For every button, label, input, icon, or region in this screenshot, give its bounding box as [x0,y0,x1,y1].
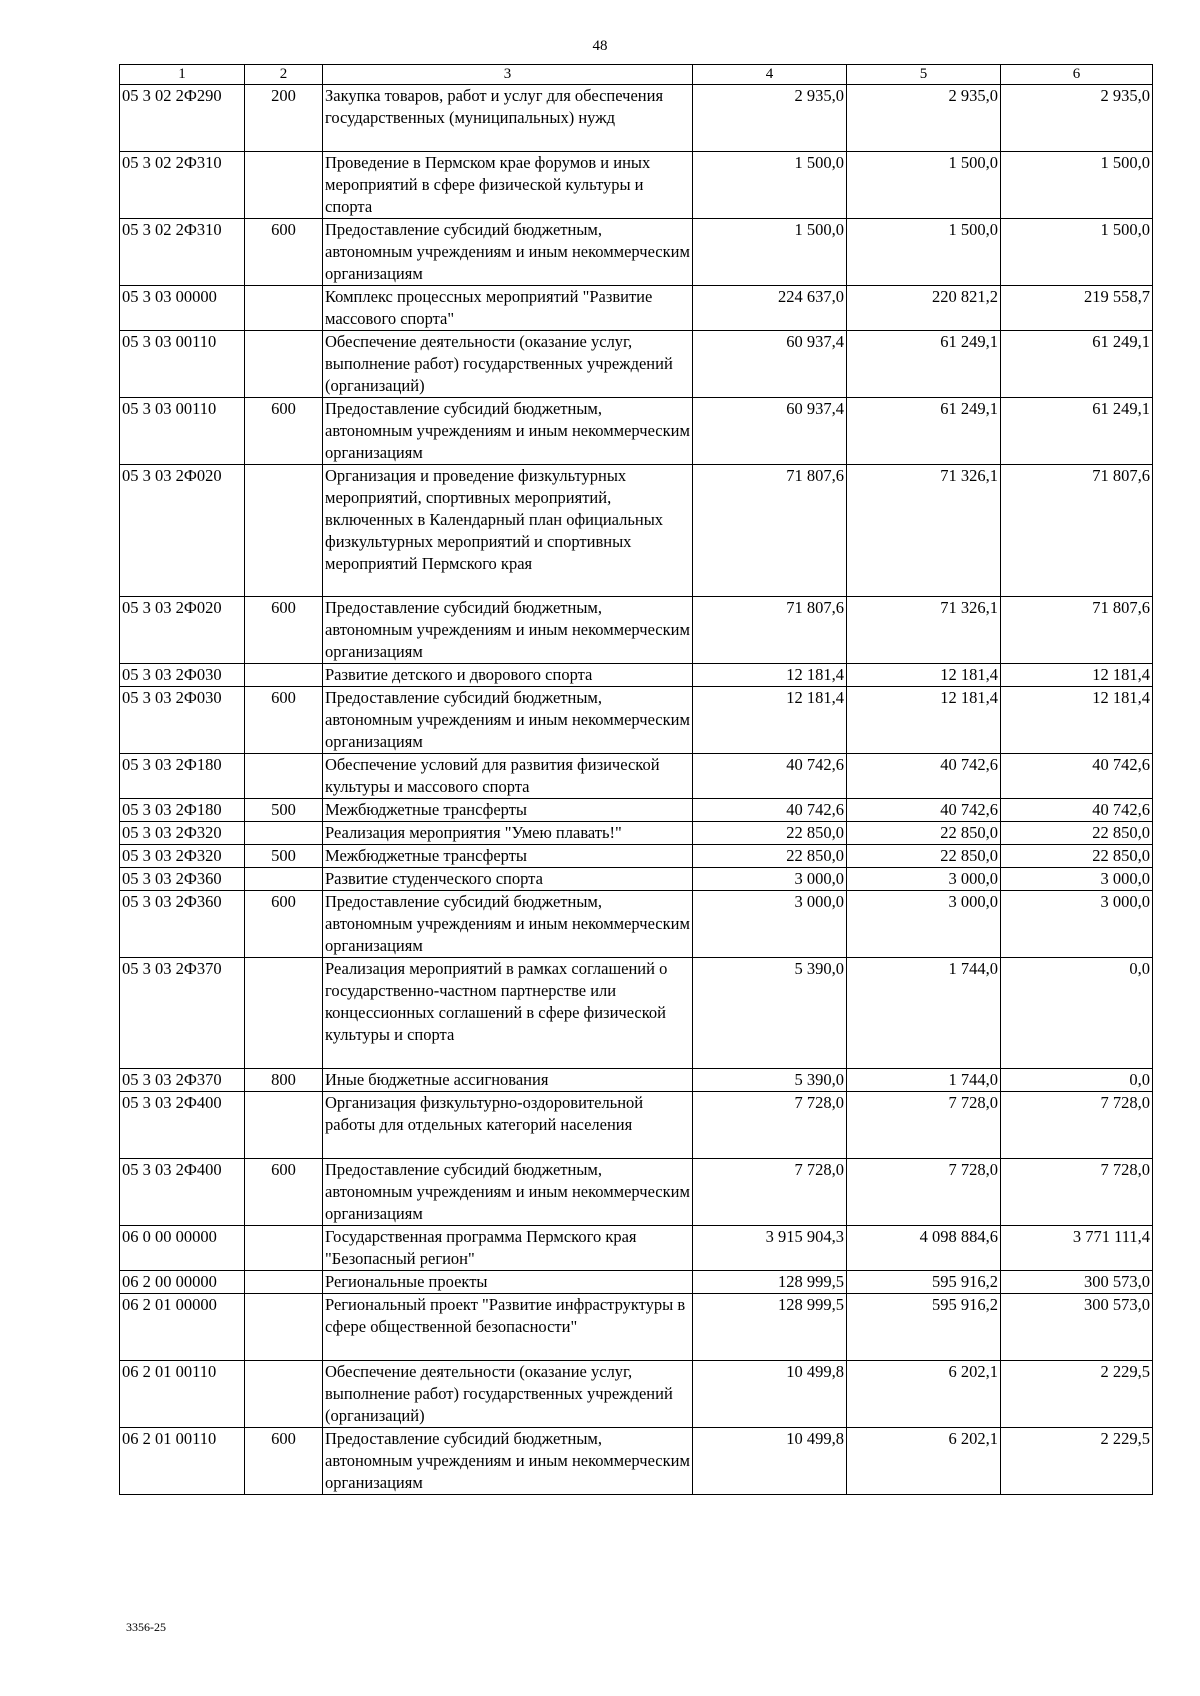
page-number: 48 [592,38,608,54]
row-value-6: 40 742,6 [1001,754,1153,799]
row-value-6: 3 771 111,4 [1001,1226,1153,1271]
row-value-6: 22 850,0 [1001,822,1153,845]
table-row [120,85,1153,152]
row-name: Обеспечение деятельности (оказание услуг, выполнение работ) государственных учреждений (организаций) [323,331,693,398]
row-name: Предоставление субсидий бюджетным, автономным учреждениям и иным некоммерческим организациям [323,398,693,465]
header-cell-4: 4 [693,65,847,85]
row-name: Развитие студенческого спорта [323,868,693,891]
header-cell-6: 6 [1001,65,1153,85]
row-value-6: 3 000,0 [1001,891,1153,958]
row-value-5: 3 000,0 [847,868,1001,891]
table-row [120,331,1153,398]
row-code: 05 3 03 2Ф370 [120,958,245,1069]
row-value-5: 22 850,0 [847,845,1001,868]
table-row [120,1271,1153,1294]
row-code: 05 3 03 2Ф360 [120,891,245,958]
row-value-6: 219 558,7 [1001,286,1153,331]
table-row [120,152,1153,219]
row-value-4: 128 999,5 [693,1271,847,1294]
row-expense-type [245,664,323,687]
row-code: 05 3 03 00000 [120,286,245,331]
row-value-5: 61 249,1 [847,331,1001,398]
row-value-5: 6 202,1 [847,1361,1001,1428]
row-value-6: 0,0 [1001,958,1153,1069]
row-name: Реализация мероприятий в рамках соглашений о государственно-частном партнерстве или концессионных соглашений в сфере физической культуры и спорта [323,958,693,1069]
row-value-6: 7 728,0 [1001,1092,1153,1159]
row-value-5: 40 742,6 [847,799,1001,822]
table-row [120,1092,1153,1159]
table-row [120,687,1153,754]
row-value-6: 0,0 [1001,1069,1153,1092]
row-name: Закупка товаров, работ и услуг для обеспечения государственных (муниципальных) нужд [323,85,693,152]
row-expense-type: 600 [245,398,323,465]
row-value-5: 4 098 884,6 [847,1226,1001,1271]
row-value-6: 22 850,0 [1001,845,1153,868]
row-expense-type [245,754,323,799]
table-row [120,754,1153,799]
row-code: 06 2 00 00000 [120,1271,245,1294]
table-row [120,465,1153,597]
row-name: Иные бюджетные ассигнования [323,1069,693,1092]
row-name: Региональные проекты [323,1271,693,1294]
row-name: Предоставление субсидий бюджетным, автономным учреждениям и иным некоммерческим организациям [323,891,693,958]
row-expense-type [245,1226,323,1271]
row-value-4: 5 390,0 [693,1069,847,1092]
row-value-4: 1 500,0 [693,219,847,286]
row-value-6: 300 573,0 [1001,1294,1153,1361]
row-value-6: 61 249,1 [1001,331,1153,398]
row-code: 06 2 01 00110 [120,1428,245,1495]
row-value-6: 2 229,5 [1001,1361,1153,1428]
row-expense-type: 500 [245,845,323,868]
row-expense-type [245,465,323,597]
row-expense-type: 500 [245,799,323,822]
row-value-4: 10 499,8 [693,1361,847,1428]
row-value-5: 595 916,2 [847,1271,1001,1294]
row-value-6: 2 229,5 [1001,1428,1153,1495]
row-value-4: 3 000,0 [693,891,847,958]
row-value-5: 1 744,0 [847,958,1001,1069]
row-name: Проведение в Пермском крае форумов и иных мероприятий в сфере физической культуры и спорта [323,152,693,219]
row-value-4: 60 937,4 [693,398,847,465]
row-value-4: 10 499,8 [693,1428,847,1495]
row-name: Региональный проект "Развитие инфраструктуры в сфере общественной безопасности" [323,1294,693,1361]
row-name: Предоставление субсидий бюджетным, автономным учреждениям и иным некоммерческим организациям [323,219,693,286]
table-row [120,1159,1153,1226]
row-value-5: 6 202,1 [847,1428,1001,1495]
row-value-4: 12 181,4 [693,664,847,687]
row-expense-type: 600 [245,1159,323,1226]
header-cell-1: 1 [120,65,245,85]
row-name: Межбюджетные трансферты [323,799,693,822]
row-code: 05 3 03 00110 [120,331,245,398]
row-name: Реализация мероприятия "Умею плавать!" [323,822,693,845]
table-row [120,286,1153,331]
row-name: Обеспечение условий для развития физической культуры и массового спорта [323,754,693,799]
row-name: Организация физкультурно-оздоровительной работы для отдельных категорий населения [323,1092,693,1159]
row-value-4: 71 807,6 [693,465,847,597]
row-code: 05 3 03 2Ф370 [120,1069,245,1092]
row-code: 05 3 03 2Ф180 [120,754,245,799]
row-value-5: 61 249,1 [847,398,1001,465]
row-expense-type [245,1092,323,1159]
table-row [120,1428,1153,1495]
row-value-5: 71 326,1 [847,465,1001,597]
row-value-5: 22 850,0 [847,822,1001,845]
header-cell-5: 5 [847,65,1001,85]
row-expense-type [245,152,323,219]
row-name: Предоставление субсидий бюджетным, автономным учреждениям и иным некоммерческим организациям [323,1159,693,1226]
header-row [120,65,1153,85]
row-value-6: 1 500,0 [1001,219,1153,286]
row-expense-type [245,1294,323,1361]
row-value-4: 128 999,5 [693,1294,847,1361]
row-value-6: 71 807,6 [1001,597,1153,664]
table-row [120,398,1153,465]
row-value-5: 40 742,6 [847,754,1001,799]
header-cell-2: 2 [245,65,323,85]
row-code: 05 3 03 2Ф400 [120,1092,245,1159]
row-expense-type: 600 [245,219,323,286]
row-expense-type [245,1271,323,1294]
row-value-5: 595 916,2 [847,1294,1001,1361]
row-expense-type: 600 [245,597,323,664]
row-value-4: 224 637,0 [693,286,847,331]
row-value-6: 2 935,0 [1001,85,1153,152]
row-value-5: 12 181,4 [847,687,1001,754]
table-row [120,1069,1153,1092]
table-row [120,219,1153,286]
row-value-4: 22 850,0 [693,822,847,845]
footer-code: 3356-25 [126,1620,166,1634]
row-code: 05 3 03 2Ф360 [120,868,245,891]
row-expense-type [245,1361,323,1428]
row-value-5: 71 326,1 [847,597,1001,664]
row-code: 06 0 00 00000 [120,1226,245,1271]
row-value-4: 12 181,4 [693,687,847,754]
row-expense-type: 800 [245,1069,323,1092]
row-value-5: 1 500,0 [847,152,1001,219]
row-value-4: 40 742,6 [693,799,847,822]
row-expense-type: 600 [245,1428,323,1495]
table-row [120,822,1153,845]
table-row [120,597,1153,664]
row-value-4: 22 850,0 [693,845,847,868]
row-name: Государственная программа Пермского края "Безопасный регион" [323,1226,693,1271]
row-value-4: 2 935,0 [693,85,847,152]
row-code: 05 3 03 2Ф020 [120,465,245,597]
row-value-4: 71 807,6 [693,597,847,664]
row-code: 05 3 03 2Ф020 [120,597,245,664]
table-row [120,891,1153,958]
table-row [120,664,1153,687]
row-value-4: 3 915 904,3 [693,1226,847,1271]
row-expense-type: 600 [245,687,323,754]
row-code: 05 3 02 2Ф310 [120,219,245,286]
row-value-6: 300 573,0 [1001,1271,1153,1294]
row-value-4: 5 390,0 [693,958,847,1069]
row-value-6: 12 181,4 [1001,664,1153,687]
row-value-6: 1 500,0 [1001,152,1153,219]
table-row [120,845,1153,868]
table-row [120,958,1153,1069]
row-code: 06 2 01 00000 [120,1294,245,1361]
row-expense-type: 600 [245,891,323,958]
row-expense-type [245,868,323,891]
row-code: 05 3 03 2Ф320 [120,822,245,845]
row-value-5: 7 728,0 [847,1092,1001,1159]
row-code: 05 3 03 2Ф320 [120,845,245,868]
row-name: Комплекс процессных мероприятий "Развитие массового спорта" [323,286,693,331]
row-expense-type [245,286,323,331]
row-code: 06 2 01 00110 [120,1361,245,1428]
table-row [120,868,1153,891]
row-code: 05 3 03 2Ф030 [120,687,245,754]
row-value-4: 3 000,0 [693,868,847,891]
row-value-6: 71 807,6 [1001,465,1153,597]
row-code: 05 3 02 2Ф310 [120,152,245,219]
row-value-5: 3 000,0 [847,891,1001,958]
row-expense-type [245,822,323,845]
row-value-5: 1 744,0 [847,1069,1001,1092]
row-code: 05 3 03 2Ф180 [120,799,245,822]
row-value-5: 2 935,0 [847,85,1001,152]
row-value-6: 61 249,1 [1001,398,1153,465]
table-body [120,85,1153,1495]
row-value-4: 1 500,0 [693,152,847,219]
row-expense-type [245,958,323,1069]
row-name: Межбюджетные трансферты [323,845,693,868]
row-value-4: 40 742,6 [693,754,847,799]
budget-table [119,64,1153,1495]
row-value-6: 7 728,0 [1001,1159,1153,1226]
row-code: 05 3 03 2Ф030 [120,664,245,687]
row-value-5: 12 181,4 [847,664,1001,687]
table-row [120,799,1153,822]
row-name: Предоставление субсидий бюджетным, автономным учреждениям и иным некоммерческим организациям [323,687,693,754]
header-cell-3: 3 [323,65,693,85]
row-value-5: 1 500,0 [847,219,1001,286]
row-value-4: 60 937,4 [693,331,847,398]
table-row [120,1294,1153,1361]
row-expense-type [245,331,323,398]
row-name: Развитие детского и дворового спорта [323,664,693,687]
row-code: 05 3 03 00110 [120,398,245,465]
row-code: 05 3 02 2Ф290 [120,85,245,152]
row-value-6: 40 742,6 [1001,799,1153,822]
row-name: Предоставление субсидий бюджетным, автономным учреждениям и иным некоммерческим организациям [323,597,693,664]
row-name: Предоставление субсидий бюджетным, автономным учреждениям и иным некоммерческим организациям [323,1428,693,1495]
row-name: Обеспечение деятельности (оказание услуг, выполнение работ) государственных учреждений (организаций) [323,1361,693,1428]
row-value-6: 3 000,0 [1001,868,1153,891]
row-value-4: 7 728,0 [693,1092,847,1159]
table-row [120,1361,1153,1428]
row-value-4: 7 728,0 [693,1159,847,1226]
row-value-5: 7 728,0 [847,1159,1001,1226]
row-value-6: 12 181,4 [1001,687,1153,754]
row-name: Организация и проведение физкультурных мероприятий, спортивных мероприятий, включенных в Календарный план официальных физкультурных мероприятий и спортивных мероприятий Пермского края [323,465,693,597]
table-row [120,1226,1153,1271]
row-code: 05 3 03 2Ф400 [120,1159,245,1226]
row-value-5: 220 821,2 [847,286,1001,331]
row-expense-type: 200 [245,85,323,152]
